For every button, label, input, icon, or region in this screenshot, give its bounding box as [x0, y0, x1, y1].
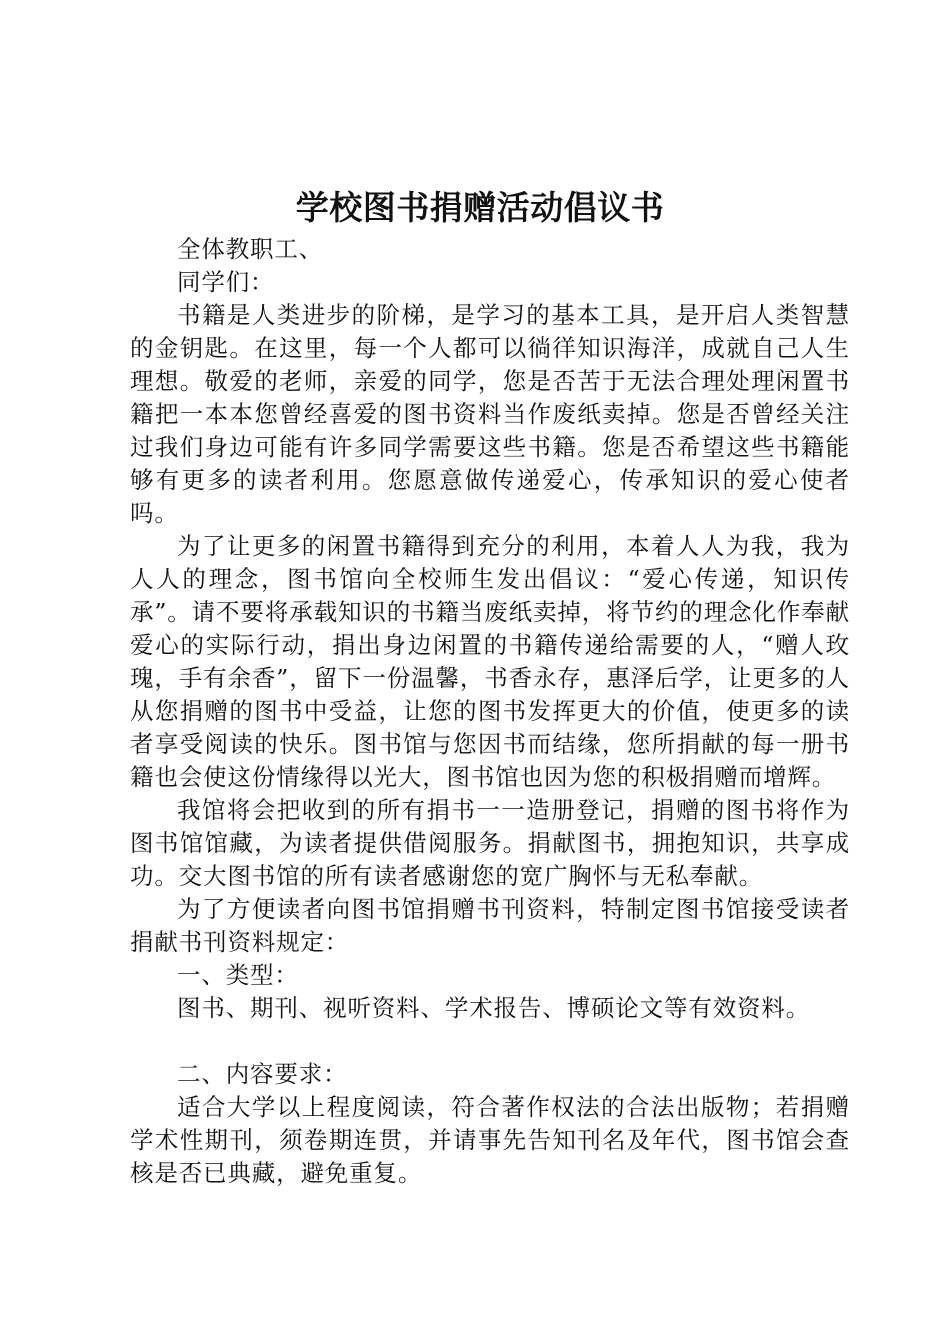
section-2-text: 适合大学以上程度阅读，符合著作权法的合法出版物；若捐赠学术性期刊，须卷期连贯，并请事先告知刊名及年代，图书馆会查核是否已典藏，避免重复。 [130, 1093, 850, 1187]
paragraph-4: 为了方便读者向图书馆捐赠书刊资料，特制定图书馆接受读者捐献书刊资料规定： [130, 895, 850, 956]
section-1-text: 图书、期刊、视听资料、学术报告、博硕论文等有效资料。 [177, 994, 811, 1022]
paragraph-2: 为了让更多的闲置书籍得到充分的利用，本着人人为我，我为人人的理念，图书馆向全校师生发出倡议：“爱心传递，知识传承”。请不要将承载知识的书籍当废纸卖掉，将节约的理念化作奉献爱心的实际行动，捐出身边闲置的书籍传递给需要的人，“赠人玫瑰，手有余香”，留下一份温馨，书香永存，惠泽后学，让更多的人从您捐赠的图书中受益，让您的图书发挥更大的价值，使更多的读者享受阅读的快乐。图书馆与您因书而结缘，您所捐献的每一册书籍也会使这份情缘得以光大，图书馆也因为您的积极捐赠而增辉。 [130, 532, 850, 791]
paragraph-1: 书籍是人类进步的阶梯，是学习的基本工具，是开启人类智慧的金钥匙。在这里，每一个人都可以徜徉知识海洋，成就自己人生理想。敬爱的老师，亲爱的同学，您是否苦于无法合理处理闲置书籍把一本本您曾经喜爱的图书资料当作废纸卖掉。您是否曾经关注过我们身边可能有许多同学需要这些书籍。您是否希望这些书籍能够有更多的读者利用。您愿意做传递爱心，传承知识的爱心使者吗。 [130, 301, 850, 527]
document-body [130, 233, 850, 1190]
salutation-line-1: 全体教职工、 [177, 235, 324, 263]
paragraph-3: 我馆将会把收到的所有捐书一一造册登记，捐赠的图书将作为图书馆馆藏，为读者提供借阅服务。捐献图书，拥抱知识，共享成功。交大图书馆的所有读者感谢您的宽广胸怀与无私奉献。 [130, 796, 850, 890]
salutation-line-2: 同学们： [177, 268, 275, 296]
blank-line [130, 1025, 850, 1058]
section-1-heading: 一、类型： [177, 961, 299, 989]
section-2-heading: 二、内容要求： [177, 1060, 348, 1088]
document-title: 学校图书捐赠活动倡议书 [295, 188, 665, 227]
